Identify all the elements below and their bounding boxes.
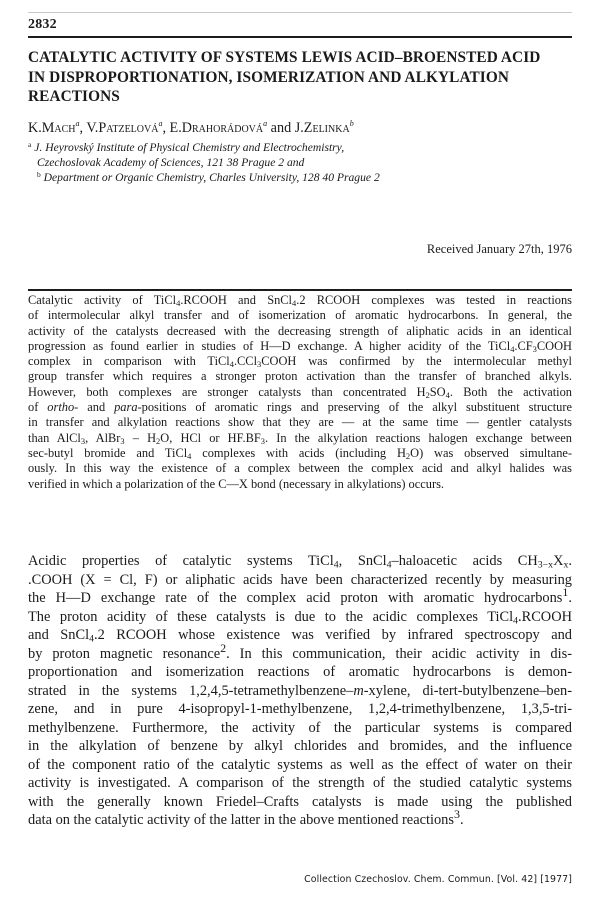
- author: [170, 120, 268, 136]
- abstract-line: complex in comparison with TiCl$_4$.CCl$_3$COOH was confirmed by the intermolecular methyl: [28, 354, 572, 370]
- author-name: Drahorádová: [181, 120, 264, 136]
- body-line: .COOH (X = Cl, F) or aliphatic acids have been characterized recently by measuring: [28, 571, 572, 588]
- affiliation-mark: a: [158, 119, 163, 128]
- affiliation-mark: a: [28, 140, 32, 149]
- abstract-rule: [28, 289, 572, 291]
- author-initial: K.: [28, 120, 42, 136]
- body-line: proportionation and isomerization reactions of aromatic hydrocarbons is demon-: [28, 664, 572, 680]
- author: [295, 120, 354, 136]
- article-title: [28, 48, 576, 107]
- page-number: 2832: [28, 17, 57, 32]
- journal-citation: Collection Czechoslov. Chem. Commun. [Vol. 42] [1977]: [304, 874, 572, 885]
- abstract-line: However, both complexes are stronger catalysts than concentrated $H_2SO_4$. Both the activation: [28, 384, 572, 400]
- body-line: the H—D exchange rate of the complex acid proton with aromatic hydrocarbons$^1$.: [28, 585, 572, 606]
- top-edge-rule: [28, 12, 572, 13]
- body-line: activity is investigated. A comparison of the strength of the studied catalytic systems: [28, 775, 572, 791]
- affiliation-text: Czechoslovak Academy of Sciences, 121 38 Prague 2 and: [37, 156, 305, 169]
- body-line: of the component ratio of the catalytic systems as well as the effect of water on their: [28, 756, 572, 773]
- author-name: Patzelová: [98, 120, 159, 136]
- body-line: and SnCl$_4$.2 RCOOH whose existence was verified by infrared spectroscopy and: [28, 627, 572, 645]
- abstract-line: ously. In this way the existence of a complex between the complex acid and alkyl halides was: [28, 461, 572, 476]
- affiliation-text: J. Heyrovský Institute of Physical Chemistry and Electrochemistry,: [34, 141, 345, 154]
- affiliation-mark: b: [349, 119, 354, 128]
- body-line: with the generally known Friedel–Crafts catalysts is made using the published: [28, 793, 572, 810]
- affiliation-mark: b: [37, 170, 41, 179]
- abstract-line: progression as found earlier in studies of H—D exchange. A higher acidity of the $TiCl_4.CF_3COOH$: [28, 338, 572, 354]
- abstract-line: Catalytic activity of TiCl$_4$.RCOOH and SnCl$_4$.2 RCOOH complexes was tested in reactions: [28, 293, 573, 309]
- affiliation-mark: a: [263, 119, 268, 128]
- abstract-line: of intermolecular alkyl transfer and of isomerization of aromatic hydrocarbons. In general, the: [28, 308, 572, 323]
- abstract-line: verified in which a polarization of the C—X bond (necessary in alkylations) occurs.: [28, 476, 444, 491]
- received-date: Received January 27th, 1976: [426, 242, 572, 256]
- abstract: [28, 293, 572, 492]
- author-name: Mach: [41, 120, 76, 136]
- affiliation-line: [28, 170, 380, 185]
- body-line: strated in the systems 1,2,4,5-tetramethylbenzene–m-xylene, di-tert-butylbenzene–ben-: [28, 682, 572, 699]
- body-line: by proton magnetic resonance$^2$. In this communication, their acidic activity in dis-: [28, 640, 572, 662]
- body-line: Acidic properties of catalytic systems TiCl$_4$, SnCl$_4$–haloacetic acids $CH_{3-x}X_x$.: [28, 553, 572, 571]
- abstract-line: of ortho- and para-positions of aromatic rings and preserving of the alkyl substituent structure: [28, 400, 572, 415]
- affiliations: [28, 140, 380, 185]
- abstract-line: in transfer and alkylation reactions show that they are — at the same time — gentler catalysts: [28, 415, 572, 430]
- header-rule: [28, 36, 572, 38]
- affiliation-mark: a: [75, 119, 80, 128]
- author-name: Zelinka: [303, 120, 350, 136]
- affiliation-text: Department or Organic Chemistry, Charles University, 128 40 Prague 2: [43, 171, 380, 184]
- title-line: REACTIONS: [28, 88, 120, 105]
- affiliation-line: [28, 140, 380, 155]
- body-line: zene, and in pure 4-isopropyl-1-methylbenzene, 1,2,4-trimethylbenzene, 1,3,5-tri-: [28, 701, 572, 717]
- title-line: CATALYTIC ACTIVITY OF SYSTEMS LEWIS ACID–BROENSTED ACID: [28, 49, 541, 66]
- author-list: K.Mach$^a$, V.Patzelová$^a$, E.Drahorádová$^a$ and J.Zelinka$^b$: [28, 119, 354, 136]
- body-line: in the alkylation of benzene by alkyl chlorides and bromides, and the influence: [28, 738, 572, 754]
- abstract-line: than AlCl$_3$, AlBr$_3$ – $H_2O$, HCl or $HF.BF_3$. In the alkylation reactions halogen exchange between: [28, 430, 572, 446]
- body-paragraph: [28, 552, 572, 830]
- author-initial: J.: [294, 120, 304, 136]
- author-initial: E.: [169, 120, 182, 136]
- author: [28, 120, 80, 136]
- abstract-line: sec-butyl bromide and TiCl$_4$ complexes with acids (including $H_2O$) was observed simultane-: [28, 445, 573, 462]
- abstract-line: activity of the catalysts decreased with the decreasing strength of aliphatic acids in an identical: [28, 323, 572, 338]
- body-line: The proton acidity of these catalysts is due to the acidic complexes TiCl$_4$.RCOOH: [28, 608, 572, 626]
- affiliation-line: [28, 155, 380, 170]
- author: [86, 120, 162, 136]
- abstract-line: group transfer which requires a stronger proton activation than the transfer of branched alkyls.: [28, 369, 572, 384]
- body-line: data on the catalytic activity of the latter in the above mentioned reactions$^3$.: [28, 807, 464, 828]
- author-initial: V.: [86, 120, 99, 136]
- authors-conjunction: and: [270, 120, 292, 136]
- body-line: methylbenzene. Furthermore, the activity of the particular systems is compared: [28, 719, 572, 736]
- title-line: IN DISPROPORTIONATION, ISOMERIZATION AND ALKYLATION: [28, 68, 509, 86]
